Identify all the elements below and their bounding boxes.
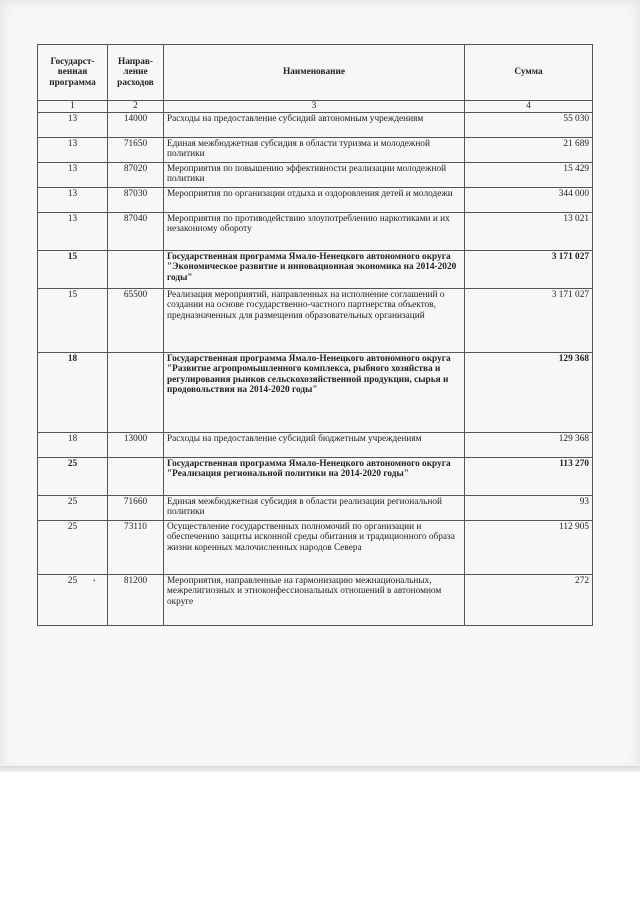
column-number: 4 xyxy=(465,101,593,113)
direction-cell: 73110 xyxy=(108,521,164,575)
program-cell: 18 xyxy=(38,353,108,433)
program-cell: 25 xyxy=(38,458,108,496)
name-cell: Государственная программа Ямало-Ненецкого автономного округа "Экономическое развитие и инновационная экономика на 2014-2020 годы" xyxy=(164,251,465,289)
program-cell: 13 xyxy=(38,163,108,188)
scan-artifact-mark: • xyxy=(93,577,96,585)
table-row xyxy=(38,213,593,251)
program-total-row xyxy=(38,251,593,289)
program-cell: 25 xyxy=(38,496,108,521)
header-name: Наименование xyxy=(164,45,465,101)
sum-cell: 15 429 xyxy=(465,163,593,188)
table-row xyxy=(38,138,593,163)
direction-cell: 81200 xyxy=(108,575,164,626)
column-number: 3 xyxy=(164,101,465,113)
name-cell: Государственная программа Ямало-Ненецкого автономного округа "Развитие агропромышленного комплекса, рыбного хозяйства и регулирования рынков сельскохозяйственной продукции, сырья и продовольствия на 2014-2020 годы" xyxy=(164,353,465,433)
program-cell: 13 xyxy=(38,113,108,138)
program-total-row xyxy=(38,458,593,496)
page-edge xyxy=(0,766,640,772)
sum-cell: 21 689 xyxy=(465,138,593,163)
column-number: 1 xyxy=(38,101,108,113)
header-sum: Сумма xyxy=(465,45,593,101)
program-cell: 25 xyxy=(38,575,108,626)
sum-cell: 93 xyxy=(465,496,593,521)
program-cell: 18 xyxy=(38,433,108,458)
sum-cell: 55 030 xyxy=(465,113,593,138)
name-cell: Единая межбюджетная субсидия в области реализации региональной политики xyxy=(164,496,465,521)
table-row xyxy=(38,113,593,138)
program-cell: 15 xyxy=(38,289,108,353)
name-cell: Единая межбюджетная субсидия в области туризма и молодежной политики xyxy=(164,138,465,163)
direction-cell xyxy=(108,458,164,496)
table-row xyxy=(38,575,593,626)
name-cell: Мероприятия по организации отдыха и оздоровления детей и молодежи xyxy=(164,188,465,213)
budget-table xyxy=(37,44,593,626)
direction-cell: 13000 xyxy=(108,433,164,458)
program-cell: 15 xyxy=(38,251,108,289)
direction-cell xyxy=(108,251,164,289)
name-cell: Расходы на предоставление субсидий автономным учреждениям xyxy=(164,113,465,138)
sum-cell: 3 171 027 xyxy=(465,251,593,289)
sum-cell: 13 021 xyxy=(465,213,593,251)
program-cell: 13 xyxy=(38,138,108,163)
program-cell: 13 xyxy=(38,213,108,251)
direction-cell xyxy=(108,353,164,433)
name-cell: Расходы на предоставление субсидий бюджетным учреждениям xyxy=(164,433,465,458)
table-row xyxy=(38,433,593,458)
direction-cell: 87040 xyxy=(108,213,164,251)
direction-cell: 87030 xyxy=(108,188,164,213)
direction-cell: 14000 xyxy=(108,113,164,138)
header-row xyxy=(38,45,593,101)
sum-cell: 129 368 xyxy=(465,353,593,433)
name-cell: Государственная программа Ямало-Ненецкого автономного округа "Реализация региональной политики на 2014-2020 годы" xyxy=(164,458,465,496)
name-cell: Реализация мероприятий, направленных на исполнение соглашений о создании на основе государственно-частного партнерства объектов, предназначенных для размещения образовательных организаций xyxy=(164,289,465,353)
direction-cell: 71650 xyxy=(108,138,164,163)
direction-cell: 87020 xyxy=(108,163,164,188)
table-row xyxy=(38,289,593,353)
table-row xyxy=(38,496,593,521)
direction-cell: 71660 xyxy=(108,496,164,521)
column-number: 2 xyxy=(108,101,164,113)
table-row xyxy=(38,188,593,213)
program-cell: 25 xyxy=(38,521,108,575)
direction-cell: 65500 xyxy=(108,289,164,353)
name-cell: Мероприятия по повышению эффективности реализации молодежной политики xyxy=(164,163,465,188)
sum-cell: 3 171 027 xyxy=(465,289,593,353)
sum-cell: 344 000 xyxy=(465,188,593,213)
program-total-row xyxy=(38,353,593,433)
sum-cell: 272 xyxy=(465,575,593,626)
sum-cell: 112 905 xyxy=(465,521,593,575)
sum-cell: 113 270 xyxy=(465,458,593,496)
name-cell: Осуществление государственных полномочий по организации и обеспечению защиты исконной среды обитания и традиционного образа жизни коренных малочисленных народов Севера xyxy=(164,521,465,575)
program-cell: 13 xyxy=(38,188,108,213)
table-row xyxy=(38,521,593,575)
name-cell: Мероприятия по противодействию злоупотреблению наркотиками и их незаконному обороту xyxy=(164,213,465,251)
name-cell: Мероприятия, направленные на гармонизацию межнациональных, межрелигиозных и этноконфессиональных отношений в автономном округе xyxy=(164,575,465,626)
sum-cell: 129 368 xyxy=(465,433,593,458)
table-row xyxy=(38,163,593,188)
header-direction: Направ-ление расходов xyxy=(108,45,164,101)
header-program: Государст-венная программа xyxy=(38,45,108,101)
column-number-row xyxy=(38,101,593,113)
